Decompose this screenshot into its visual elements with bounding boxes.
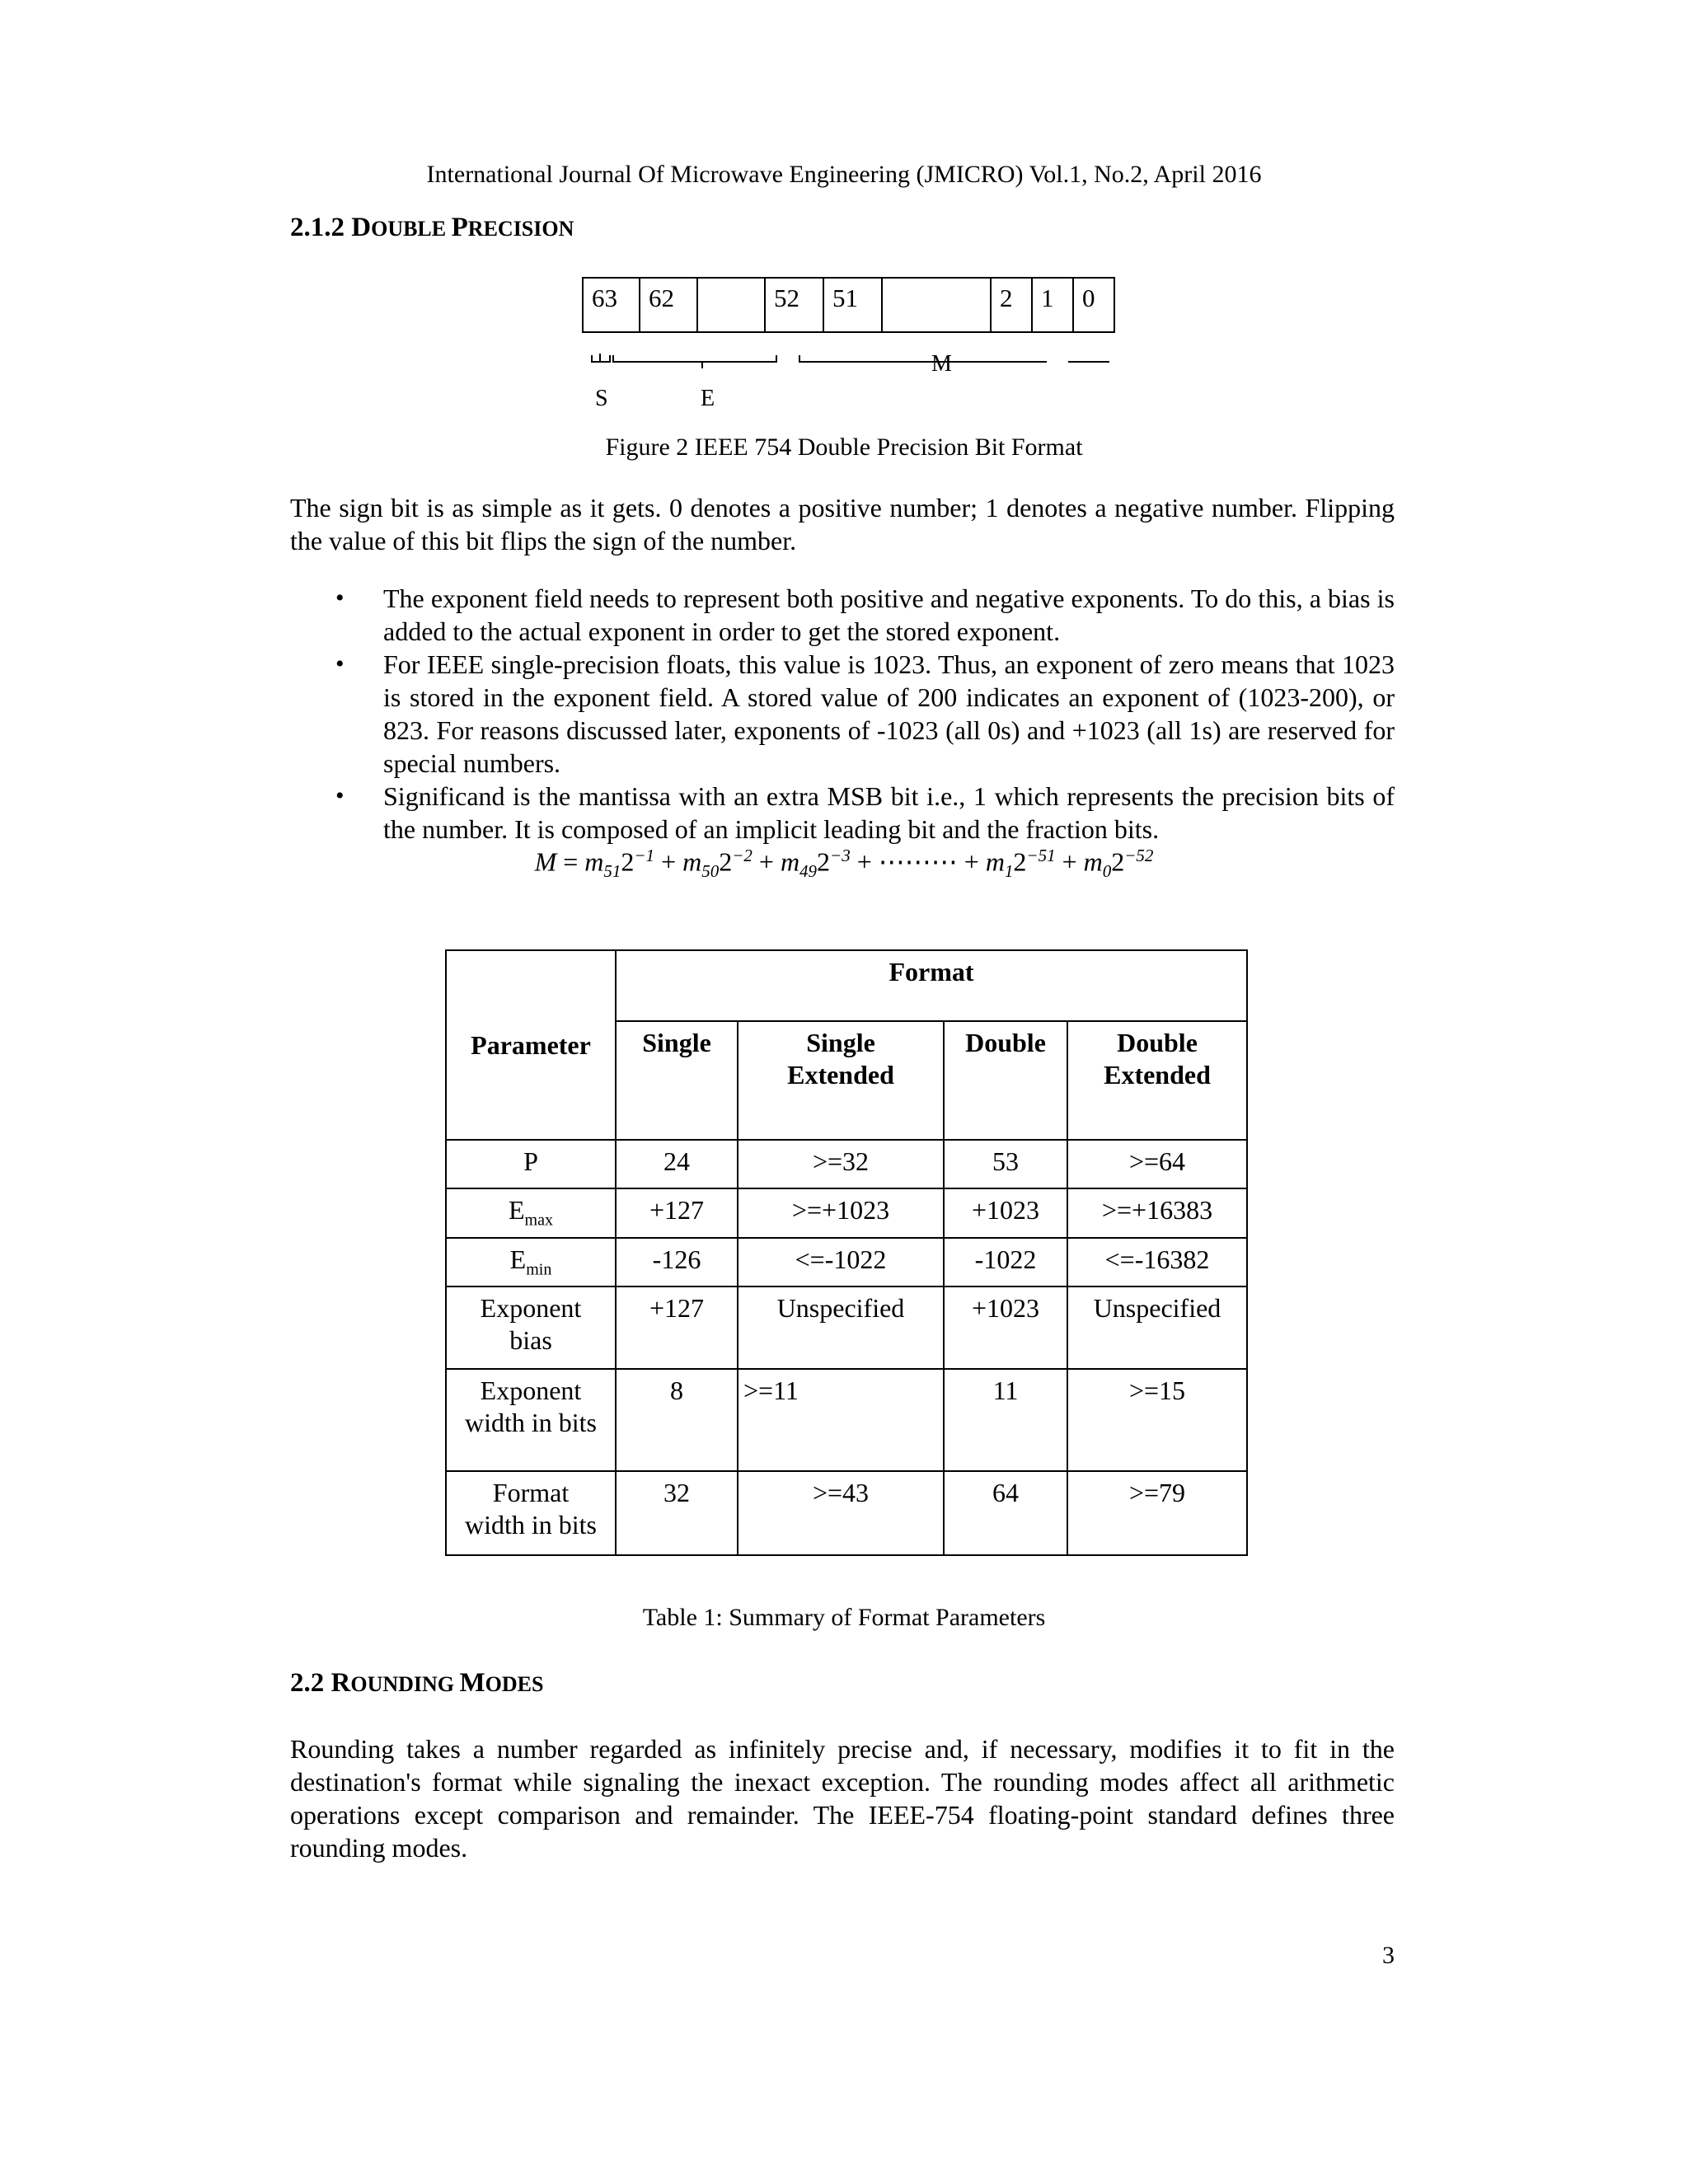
eq-term: m xyxy=(780,846,800,877)
table-caption: Table 1: Summary of Format Parameters xyxy=(642,1604,1046,1631)
section-number: 2.2 xyxy=(290,1668,331,1698)
value-cell: >=15 xyxy=(1067,1369,1247,1471)
eq-base: 2 xyxy=(817,846,831,877)
bullet-dot: • xyxy=(335,782,345,809)
heading-letter: P xyxy=(451,213,468,242)
table-row xyxy=(446,1188,1247,1237)
value-cell: 53 xyxy=(944,1140,1067,1188)
value-cell: >=32 xyxy=(738,1140,944,1188)
bullet-dot: • xyxy=(335,584,345,612)
eq-subscript: 1 xyxy=(1004,861,1014,882)
value-cell: >=11 xyxy=(738,1369,944,1471)
bit-cell: 62 xyxy=(640,278,697,332)
table-row xyxy=(446,1286,1247,1369)
mantissa-field-label: M xyxy=(931,351,952,377)
table-row xyxy=(446,1471,1247,1555)
eq-term: m xyxy=(682,846,702,877)
column-header-text: Double xyxy=(1117,1028,1198,1057)
value-cell: >=79 xyxy=(1067,1471,1247,1555)
value-cell: >=+16383 xyxy=(1067,1188,1247,1237)
sign-brace xyxy=(592,354,610,362)
eq-exponent: −3 xyxy=(830,846,851,865)
parameter-text: E xyxy=(509,1195,525,1226)
bit-cell: 52 xyxy=(765,278,823,332)
heading-smallcaps: RECISION xyxy=(467,217,574,241)
value-cell: 8 xyxy=(616,1369,738,1471)
value-cell: Unspecified xyxy=(738,1286,944,1369)
eq-ellipsis: ⋯⋯⋯ xyxy=(878,846,958,877)
paragraph-sign-bit: The sign bit is as simple as it gets. 0 denotes a positive number; 1 denotes a negative number. Flipping the value of this bit flips the sign of the number. xyxy=(290,493,1395,555)
eq-subscript: 51 xyxy=(603,861,621,882)
bullet-text: Significand is the mantissa with an extra MSB bit i.e., 1 which represents the precision bits of the number. It is composed of an implicit leading bit and the fraction bits. xyxy=(383,781,1395,844)
bit-cell: 0 xyxy=(1073,278,1114,332)
column-header-double xyxy=(944,1021,1067,1140)
eq-term: m xyxy=(584,846,604,877)
parameter-cell xyxy=(446,1286,616,1369)
field-braces xyxy=(582,342,1109,408)
value-cell: <=-1022 xyxy=(738,1238,944,1286)
bit-cell xyxy=(697,278,765,332)
value-cell: +1023 xyxy=(944,1188,1067,1237)
column-header-text: Double xyxy=(965,1028,1046,1057)
parameter-subscript: max xyxy=(524,1211,553,1230)
value-cell: <=-16382 xyxy=(1067,1238,1247,1286)
parameter-header: Parameter xyxy=(446,950,616,1140)
eq-operator: + xyxy=(957,846,986,877)
parameter-cell xyxy=(446,1369,616,1471)
parameter-cell xyxy=(446,1188,616,1237)
bullet-text: For IEEE single-precision floats, this value is 1023. Thus, an exponent of zero means that 1023 is stored in the exponent field. A stored value of 200 indicates an exponent of (1023-200), or 823. For reasons discussed later, exponents of -1023 (all 0s) and +1023 (all 1s) are reserved for special numbers. xyxy=(383,649,1395,778)
list-item xyxy=(335,582,1395,648)
mantissa-brace-left xyxy=(799,355,1047,362)
bit-cell xyxy=(882,278,991,332)
value-cell: 24 xyxy=(616,1140,738,1188)
exponent-field-label: E xyxy=(701,386,715,411)
column-header-text: Single xyxy=(642,1028,711,1057)
parameter-text: P xyxy=(523,1146,538,1176)
eq-operator: + xyxy=(850,846,879,877)
parameter-cell xyxy=(446,1471,616,1555)
eq-term: m xyxy=(1083,846,1103,877)
eq-base: 2 xyxy=(1013,846,1027,877)
heading-smallcaps: OUNDING xyxy=(350,1672,460,1696)
heading-smallcaps: OUBLE xyxy=(371,217,452,241)
running-header: International Journal Of Microwave Engineering (JMICRO) Vol.1, No.2, April 2016 xyxy=(426,161,1262,188)
parameter-text: Exponent xyxy=(480,1293,582,1324)
column-header-single xyxy=(616,1021,738,1140)
value-cell: >=64 xyxy=(1067,1140,1247,1188)
column-header-single-extended xyxy=(738,1021,944,1140)
sign-field-label: S xyxy=(595,386,608,411)
column-header-text: Single xyxy=(806,1028,875,1057)
parameter-text: width in bits xyxy=(464,1510,597,1540)
value-cell: 11 xyxy=(944,1369,1067,1471)
eq-exponent: −51 xyxy=(1026,846,1056,865)
eq-base: 2 xyxy=(719,846,733,877)
list-item xyxy=(335,780,1395,846)
section-heading-rounding-modes xyxy=(290,1668,543,1699)
eq-subscript: 49 xyxy=(799,861,818,882)
eq-subscript: 0 xyxy=(1102,861,1112,882)
heading-letter: R xyxy=(331,1668,351,1698)
eq-exponent: −1 xyxy=(634,846,655,865)
page-number: 3 xyxy=(1382,1942,1395,1969)
eq-subscript: 50 xyxy=(701,861,720,882)
value-cell: +127 xyxy=(616,1286,738,1369)
figure-caption: Figure 2 IEEE 754 Double Precision Bit Format xyxy=(605,434,1083,461)
eq-exponent: −2 xyxy=(732,846,753,865)
table-row xyxy=(446,1369,1247,1471)
eq-operator: + xyxy=(752,846,781,877)
bullet-list xyxy=(335,582,1395,846)
bit-cell: 1 xyxy=(1032,278,1073,332)
column-header-text: Extended xyxy=(1104,1060,1211,1090)
parameter-cell xyxy=(446,1140,616,1188)
bit-cell: 2 xyxy=(991,278,1032,332)
parameter-text: Format xyxy=(492,1478,570,1508)
eq-operator: = xyxy=(556,846,585,877)
parameter-text: Exponent xyxy=(480,1376,582,1406)
format-header: Format xyxy=(616,950,1247,1021)
parameter-subscript: min xyxy=(526,1260,552,1279)
bullet-text: The exponent field needs to represent both positive and negative exponents. To do this, a bias is added to the actual exponent in order to get the stored exponent. xyxy=(383,583,1395,646)
value-cell: Unspecified xyxy=(1067,1286,1247,1369)
list-item xyxy=(335,648,1395,780)
bit-cell: 63 xyxy=(583,278,640,332)
value-cell: +1023 xyxy=(944,1286,1067,1369)
value-cell: 64 xyxy=(944,1471,1067,1555)
value-cell: 32 xyxy=(616,1471,738,1555)
format-parameters-table xyxy=(445,949,1248,1556)
bit-format-diagram xyxy=(582,277,1115,333)
bit-cell: 51 xyxy=(823,278,882,332)
heading-smallcaps: ODES xyxy=(485,1672,544,1696)
column-header-text: Extended xyxy=(787,1060,894,1090)
mantissa-equation xyxy=(0,846,1688,882)
eq-term: M xyxy=(534,846,557,877)
eq-operator: + xyxy=(654,846,683,877)
section-number: 2.1.2 xyxy=(290,213,352,242)
paragraph-rounding-modes: Rounding takes a number regarded as infinitely precise and, if necessary, modifies it to fit in the destination's format while signaling the inexact exception. The rounding modes affect all arithmetic operations except comparison and remainder. The IEEE-754 floating-point standard defines three rounding modes. xyxy=(290,1734,1395,1863)
value-cell: -1022 xyxy=(944,1238,1067,1286)
parameter-text: width in bits xyxy=(464,1408,597,1438)
heading-letter: D xyxy=(351,213,372,242)
eq-base: 2 xyxy=(621,846,635,877)
table-row xyxy=(446,1140,1247,1188)
value-cell: +127 xyxy=(616,1188,738,1237)
bullet-dot: • xyxy=(335,650,345,677)
parameter-text: bias xyxy=(509,1325,552,1356)
section-heading-double-precision xyxy=(290,213,574,243)
exponent-brace xyxy=(613,355,776,368)
eq-exponent: −52 xyxy=(1124,846,1154,865)
value-cell: >=+1023 xyxy=(738,1188,944,1237)
column-header-double-extended xyxy=(1067,1021,1247,1140)
eq-operator: + xyxy=(1055,846,1084,877)
value-cell: -126 xyxy=(616,1238,738,1286)
heading-letter: M xyxy=(459,1668,485,1698)
parameter-cell xyxy=(446,1238,616,1286)
table-row xyxy=(446,1238,1247,1286)
value-cell: >=43 xyxy=(738,1471,944,1555)
parameter-text: E xyxy=(509,1244,527,1274)
eq-term: m xyxy=(985,846,1005,877)
mantissa-brace-right xyxy=(1068,355,1109,362)
eq-base: 2 xyxy=(1111,846,1125,877)
